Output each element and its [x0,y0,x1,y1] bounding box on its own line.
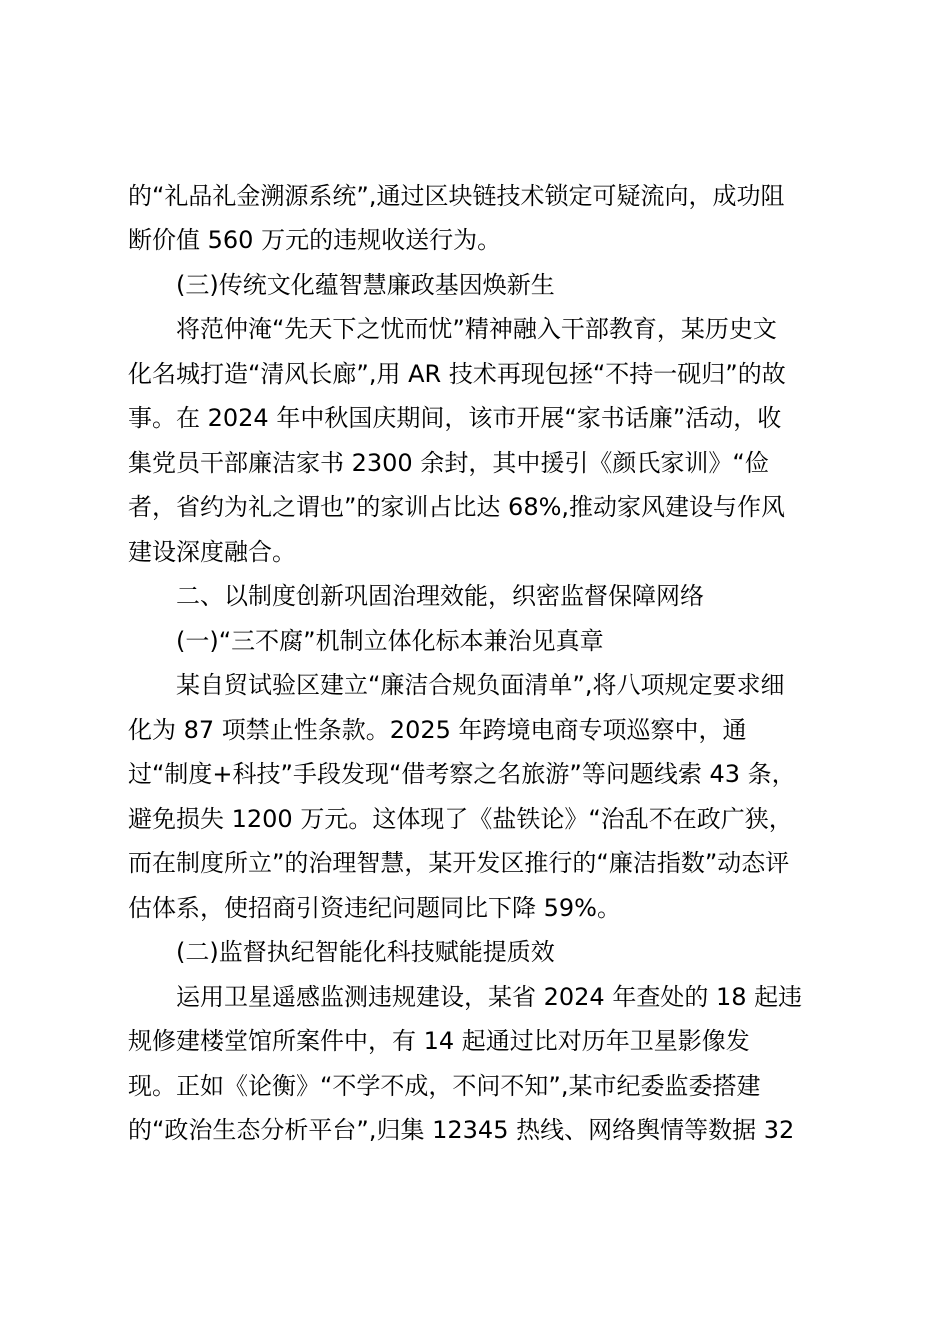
heading-text: (二)监督执纪智能化科技赋能提质效 [176,938,555,966]
body-line [0,440,950,486]
body-line [0,707,950,753]
section-heading [0,262,950,308]
heading-text: (三)传统文化蕴智慧廉政基因焕新生 [176,271,555,299]
body-line [0,1063,950,1109]
line-text: 化为 87 项禁止性条款。2025 年跨境电商专项巡察中，通 [128,716,747,744]
line-text: 运用卫星遥感监测违规建设，某省 2024 年查处的 18 起违 [176,983,803,1011]
body-line [0,751,950,797]
heading-text: (一)“三不腐”机制立体化标本兼治见真章 [176,627,604,655]
section-heading [0,929,950,975]
line-text: 集党员干部廉洁家书 2300 余封，其中援引《颜氏家训》“俭 [128,449,769,477]
body-line [0,1018,950,1064]
line-text: 过“制度+科技”手段发现“借考察之名旅游”等问题线索 43 条， [128,760,796,788]
line-text: 某自贸试验区建立“廉洁合规负面清单”,将八项规定要求细 [176,671,785,699]
body-line [0,217,950,263]
body-line [0,1107,950,1153]
body-line [0,796,950,842]
section-heading [0,618,950,664]
line-text: 避免损失 1200 万元。这体现了《盐铁论》“治乱不在政广狭， [128,805,793,833]
line-text: 事。在 2024 年中秋国庆期间，该市开展“家书话廉”活动，收 [128,404,782,432]
line-text: 现。正如《论衡》“不学不成，不问不知”,某市纪委监委搭建 [128,1072,761,1100]
body-line [0,974,950,1020]
body-line [0,173,950,219]
line-text: 的“礼品礼金溯源系统”,通过区块链技术锁定可疑流向，成功阻 [128,182,785,210]
line-text: 而在制度所立”的治理智慧，某开发区推行的“廉洁指数”动态评 [128,849,790,877]
line-text: 将范仲淹“先天下之忧而忧”精神融入干部教育，某历史文 [176,315,777,343]
body-line [0,885,950,931]
line-text: 建设深度融合。 [128,538,296,566]
line-text: 断价值 560 万元的违规收送行为。 [128,226,502,254]
body-line [0,351,950,397]
line-text: 规修建楼堂馆所案件中，有 14 起通过比对历年卫星影像发 [128,1027,750,1055]
body-line [0,484,950,530]
body-line [0,840,950,886]
body-line [0,662,950,708]
body-line [0,306,950,352]
line-text: 估体系，使招商引资违纪问题同比下降 59%。 [128,894,621,922]
body-line [0,395,950,441]
line-text: 的“政治生态分析平台”,归集 12345 热线、网络舆情等数据 32 [128,1116,795,1144]
chapter-heading [0,573,950,619]
body-line [0,529,950,575]
line-text: 者，省约为礼之谓也”的家训占比达 68%,推动家风建设与作风 [128,493,786,521]
heading-text: 二、以制度创新巩固治理效能，织密监督保障网络 [176,582,704,610]
line-text: 化名城打造“清风长廊”,用 AR 技术再现包拯“不持一砚归”的故 [128,360,786,388]
